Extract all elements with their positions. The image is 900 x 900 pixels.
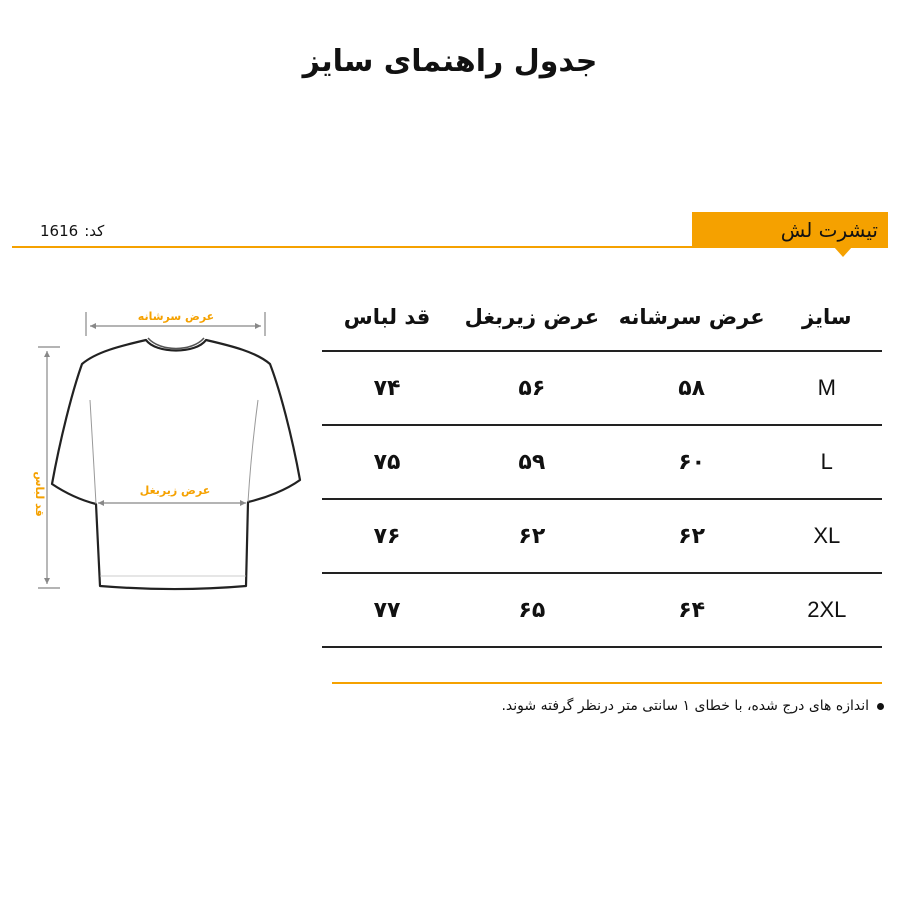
size-value: 2XL bbox=[772, 573, 882, 647]
shoulder-measure-label: عرض سرشانه bbox=[137, 310, 215, 323]
tshirt-diagram bbox=[0, 300, 320, 610]
table-row bbox=[322, 573, 882, 647]
armpit-value: ۵۹ bbox=[452, 425, 612, 499]
bullet-icon bbox=[877, 703, 884, 710]
size-value: M bbox=[772, 351, 882, 425]
product-name-tag: تیشرت لش bbox=[692, 212, 888, 248]
product-tag-pointer bbox=[834, 247, 852, 257]
note-divider bbox=[332, 682, 882, 684]
table-header-row bbox=[322, 284, 882, 351]
size-value: L bbox=[772, 425, 882, 499]
header-shoulder: عرض سرشانه bbox=[612, 284, 772, 351]
length-value: ۷۶ bbox=[322, 499, 452, 573]
length-value: ۷۷ bbox=[322, 573, 452, 647]
page-title: جدول راهنمای سایز bbox=[302, 44, 598, 79]
header-size: سایز bbox=[772, 284, 882, 351]
length-value: ۷۴ bbox=[322, 351, 452, 425]
length-measure-label: قد لباس bbox=[33, 471, 46, 517]
armpit-value: ۶۵ bbox=[452, 573, 612, 647]
armpit-measure-label: عرض زیربغل bbox=[139, 484, 211, 497]
armpit-value: ۶۲ bbox=[452, 499, 612, 573]
measurement-note bbox=[501, 698, 884, 714]
armpit-value: ۵۶ bbox=[452, 351, 612, 425]
header-armpit: عرض زیربغل bbox=[452, 284, 612, 351]
product-code-value: 1616 bbox=[40, 222, 79, 240]
shoulder-value: ۶۰ bbox=[612, 425, 772, 499]
table-row bbox=[322, 499, 882, 573]
shoulder-value: ۶۲ bbox=[612, 499, 772, 573]
size-table bbox=[322, 284, 882, 648]
header-length: قد لباس bbox=[322, 284, 452, 351]
table-row bbox=[322, 425, 882, 499]
size-value: XL bbox=[772, 499, 882, 573]
tshirt-outline bbox=[52, 338, 300, 589]
length-value: ۷۵ bbox=[322, 425, 452, 499]
product-code bbox=[40, 222, 104, 240]
shoulder-value: ۵۸ bbox=[612, 351, 772, 425]
table-row bbox=[322, 351, 882, 425]
shoulder-value: ۶۴ bbox=[612, 573, 772, 647]
shoulder-measure bbox=[86, 310, 265, 336]
product-code-label: کد: bbox=[84, 222, 105, 240]
measurement-note-text: اندازه های درج شده، با خطای ۱ سانتی متر درنظر گرفته شوند. bbox=[501, 698, 869, 714]
